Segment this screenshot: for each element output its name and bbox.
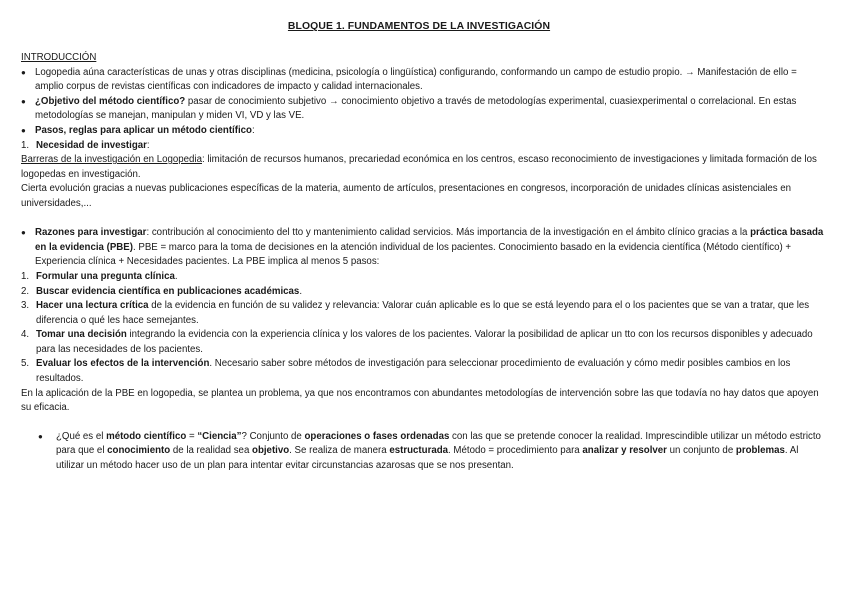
numbered-item-number: 1.: [21, 139, 30, 151]
metodo-bold: objetivo: [252, 445, 290, 457]
pbe-step-text: .: [299, 285, 303, 297]
pbe-step-text: . Necesario saber sobre métodos de investigación para seleccionar procedimiento de evaluación y cómo medir posibles cambios en los resultados.: [36, 358, 791, 385]
paragraph-evolucion: Cierta evolución gracias a nuevas publicaciones específicas de la materia, aumento de artículos, presentaciones en congresos, incorporación de unidades clínicas asistenciales en universidades,...: [21, 183, 792, 209]
pbe-step-bold: Formular una pregunta clínica: [36, 270, 175, 282]
pbe-step-bold: Evaluar los efectos de la intervención: [36, 358, 210, 370]
paragraph-pbe-closing: En la aplicación de la PBE en logopedia, se plantea un problema, ya que nos encontramos con abundantes metodologías de intervención sobre las que todavía no hay datos que apoyen su eficacia.: [21, 387, 819, 414]
pbe-step: [21, 299, 827, 328]
bullet-objetivo-bold: ¿Objetivo del método científico?: [35, 95, 186, 107]
metodo-text: un conjunto de: [666, 445, 736, 457]
bullet-objetivo: [21, 95, 827, 124]
pbe-step-text: de la evidencia en función de su validez y relevancia: Valorar cuán aplicable es lo que se está leyendo para el o los pacientes que se van a tratar, que les diferencia o qué les hace semejantes.: [36, 300, 810, 326]
metodo-text: . Método = procedimiento para: [448, 445, 583, 457]
metodo-text: =: [186, 430, 198, 442]
bullet-pasos: [21, 124, 827, 139]
pbe-step-bold: Buscar evidencia científica en publicaciones académicas: [36, 285, 300, 297]
pbe-step-text: .: [174, 270, 178, 282]
numbered-item-bold: Necesidad de investigar: [36, 139, 147, 151]
pbe-step-number: 1.: [21, 270, 30, 282]
pbe-step-bold: Hacer una lectura crítica: [36, 300, 149, 312]
metodo-bold: analizar y resolver: [582, 445, 667, 457]
metodo-bold: método científico: [106, 430, 187, 442]
barreras-text: : limitación de recursos humanos, precariedad económica en los centros, escaso reconocimiento de investigaciones y limitada formación de los logopedas en investigación.: [21, 154, 817, 180]
bullet-razones-bold: Razones para investigar: [35, 227, 147, 239]
metodo-bold: conocimiento: [107, 445, 171, 457]
metodo-bold: operaciones o fases ordenadas: [304, 430, 450, 442]
pbe-step-bold: Tomar una decisión: [36, 329, 127, 341]
bullet-objetivo-text: pasar de conocimiento subjetivo → conocimiento objetivo a través de metodologías experimental, cuasiexperimental o correlacional. En estas metodologías se manejan, manipulan y miden VI, VD y las VE.: [35, 95, 797, 122]
pbe-step: [21, 285, 827, 300]
bullet-razones-bold2: práctica basada en la evidencia (PBE): [35, 227, 824, 253]
pbe-steps-list: [21, 270, 827, 387]
section-heading-introduccion: INTRODUCCIÓN: [21, 52, 97, 63]
bullet-pasos-colon: :: [251, 124, 255, 136]
bullet-razones-text1: : contribución al conocimiento del tto y mantenimiento calidad servicios. Más importancia de la investigación en el ámbito clínico gracias a la: [146, 227, 751, 239]
pbe-step: [21, 270, 827, 285]
bullet-pasos-bold: Pasos, reglas para aplicar un método científico: [35, 124, 252, 136]
pbe-step-number: 4.: [21, 329, 30, 341]
numbered-item-necesidad: [21, 139, 827, 154]
barreras-underlined: Barreras de la investigación en Logopedia: [21, 154, 202, 166]
bullet-metodo-cientifico: [21, 430, 827, 474]
pbe-step-number: 2.: [21, 285, 30, 297]
paragraph-barreras: [21, 153, 827, 182]
spacer: [21, 212, 827, 227]
bullet-razones-text2: . PBE = marco para la toma de decisiones en la atención individual de los pacientes. Conocimiento basado en la evidencia científica (Método científico) + Experiencia clínica + Necesidades pacientes. La PBE implica al menos 5 pasos:: [35, 241, 792, 268]
metodo-text: de la realidad sea: [170, 445, 253, 457]
pbe-step: [21, 328, 827, 357]
pbe-step: [21, 357, 827, 386]
bullet-logopedia-text: Logopedia aúna características de unas y otras disciplinas (medicina, psicología o lingüística) configurando, conformando un campo de estudio propio. → Manifestación de ello = amplio corpus de revistas científicas con indicadores de impacto y calidad internacionales.: [35, 66, 797, 93]
metodo-text: con las que se pretende conocer la realidad. Imprescindible utilizar un método estricto para que el: [56, 430, 821, 457]
pbe-step-text: integrando la evidencia con la experiencia clínica y los valores de los pacientes. Valorar la posibilidad de aplicar un tto con los recursos disponibles y adecuado para las necesidades de los pacientes.: [36, 329, 813, 355]
numbered-item-colon: :: [146, 139, 150, 151]
document-body: [21, 51, 827, 474]
metodo-text: . Al utilizar un método hacer uso de un plan para intentar evitar circunstancias azarosas que se nos presentan.: [56, 445, 799, 472]
document-title: BLOQUE 1. FUNDAMENTOS DE LA INVESTIGACIÓN: [287, 21, 551, 32]
metodo-bold: problemas: [735, 445, 785, 457]
metodo-text: ? Conjunto de: [241, 430, 305, 442]
bullet-razones: [21, 226, 827, 270]
spacer: [21, 423, 827, 430]
metodo-bold: “Ciencia”: [197, 430, 242, 442]
metodo-text: . Se realiza de manera: [289, 445, 390, 457]
bullet-logopedia: [21, 66, 827, 95]
spacer: [21, 416, 827, 423]
pbe-step-number: 3.: [21, 300, 30, 312]
metodo-bold: estructurada: [389, 445, 449, 457]
metodo-text: ¿Qué es el: [56, 430, 107, 442]
pbe-step-number: 5.: [21, 358, 30, 370]
